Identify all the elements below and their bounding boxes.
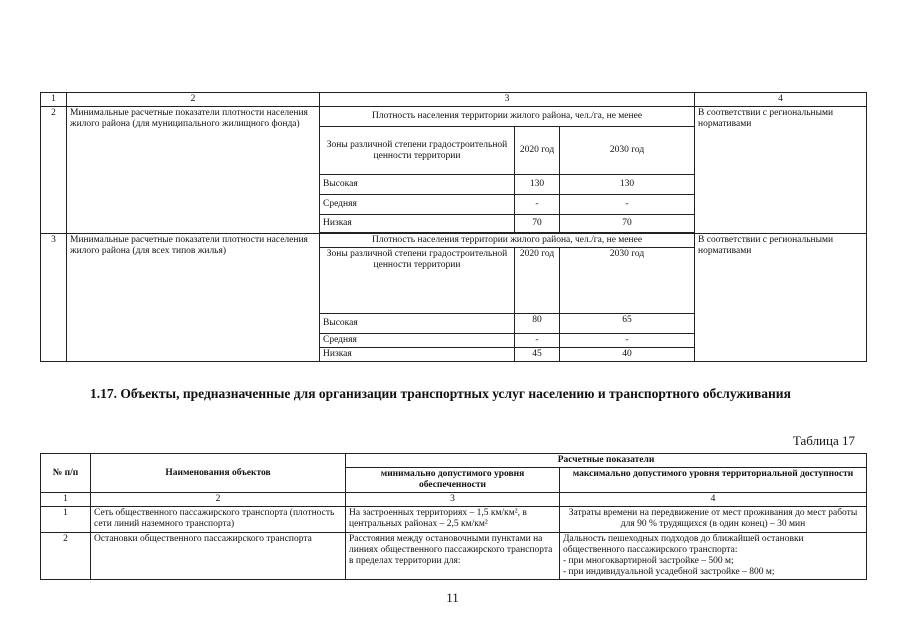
year-header: 2020 год <box>515 248 560 314</box>
zone-header: Зоны различной степени градостроительной ценности территории <box>320 127 515 175</box>
row-name: Минимальные расчетные показатели плотности населения жилого района (для всех типов жилья) <box>67 234 320 362</box>
index-cell: 1 <box>41 493 91 507</box>
value-cell: - <box>560 334 695 348</box>
header-cell: 3 <box>320 93 695 107</box>
table-row <box>41 107 867 127</box>
section-heading: 1.17. Объекты, предназначенные для организации транспортных услуг населению и транспортного обслуживания <box>90 386 791 401</box>
value-cell: - <box>515 334 560 348</box>
value-cell: 70 <box>560 215 695 233</box>
max-value <box>560 533 867 580</box>
index-cell: 4 <box>560 493 867 507</box>
value-cell: 80 <box>515 314 560 334</box>
header-cell: 2 <box>67 93 320 107</box>
row-number: 3 <box>41 234 67 362</box>
row-number: 2 <box>41 533 91 580</box>
table-header-row <box>41 454 867 468</box>
max-value: Затраты времени на передвижение от мест проживания до мест работы для 90 % трудящихся (в один конец) – 30 мин <box>560 507 867 533</box>
max-line: - при многоквартирной застройке – 500 м; <box>563 556 734 566</box>
header-cell: Наименования объектов <box>91 454 346 493</box>
value-cell: - <box>515 195 560 215</box>
year-header: 2020 год <box>515 127 560 175</box>
max-line: - при индивидуальной усадебной застройке – 800 м; <box>563 567 775 577</box>
page-number: 11 <box>446 590 459 605</box>
header-cell: 4 <box>695 93 867 107</box>
transport-table <box>40 453 867 580</box>
value-cell: 65 <box>560 314 695 334</box>
value-cell: 40 <box>560 348 695 362</box>
density-title: Плотность населения территории жилого района, чел./га, не менее <box>320 107 695 127</box>
value-cell: - <box>560 195 695 215</box>
row-name: Сеть общественного пассажирского транспорта (плотность сети линий наземного транспорта) <box>91 507 346 533</box>
row-note: В соответствии с региональными нормативами <box>695 234 867 362</box>
row-note: В соответствии с региональными нормативами <box>695 107 867 234</box>
zone-label: Низкая <box>320 348 515 362</box>
index-cell: 2 <box>91 493 346 507</box>
table-label: Таблица 17 <box>792 433 855 448</box>
table-header-row <box>41 93 867 107</box>
density-table <box>40 92 867 362</box>
row-number: 2 <box>41 107 67 234</box>
year-header: 2030 год <box>560 127 695 175</box>
min-value: На застроенных территориях – 1,5 км/км², в центральных районах – 2,5 км/км² <box>346 507 560 533</box>
table-row <box>41 533 867 580</box>
row-name: Остановки общественного пассажирского транспорта <box>91 533 346 580</box>
value-cell: 130 <box>515 175 560 195</box>
value-cell: 45 <box>515 348 560 362</box>
value-cell: 130 <box>560 175 695 195</box>
zone-label: Средняя <box>320 334 515 348</box>
value-cell: 70 <box>515 215 560 233</box>
header-cell: 1 <box>41 93 67 107</box>
max-line: Дальность пешеходных подходов до ближайшей остановки общественного пассажирского транспорта: <box>563 534 804 555</box>
min-value: Расстояния между остановочными пунктами на линиях общественного пассажирского транспорта в пределах территории для: <box>346 533 560 580</box>
header-cell: № п/п <box>41 454 91 493</box>
table-index-row <box>41 493 867 507</box>
index-cell: 3 <box>346 493 560 507</box>
table-row <box>41 507 867 533</box>
zone-label: Высокая <box>320 175 515 195</box>
zone-header: Зоны различной степени градостроительной ценности территории <box>320 248 515 314</box>
zone-label: Высокая <box>320 314 515 334</box>
table-row <box>41 234 867 248</box>
zone-label: Низкая <box>320 215 515 233</box>
density-title: Плотность населения территории жилого района, чел./га, не менее <box>320 234 695 248</box>
header-cell: минимально допустимого уровня обеспеченности <box>346 468 560 493</box>
header-cell: Расчетные показатели <box>346 454 867 468</box>
zone-label: Средняя <box>320 195 515 215</box>
row-number: 1 <box>41 507 91 533</box>
year-header: 2030 год <box>560 248 695 314</box>
row-name: Минимальные расчетные показатели плотности населения жилого района (для муниципального жилищного фонда) <box>67 107 320 234</box>
header-cell: максимально допустимого уровня территориальной доступности <box>560 468 867 493</box>
